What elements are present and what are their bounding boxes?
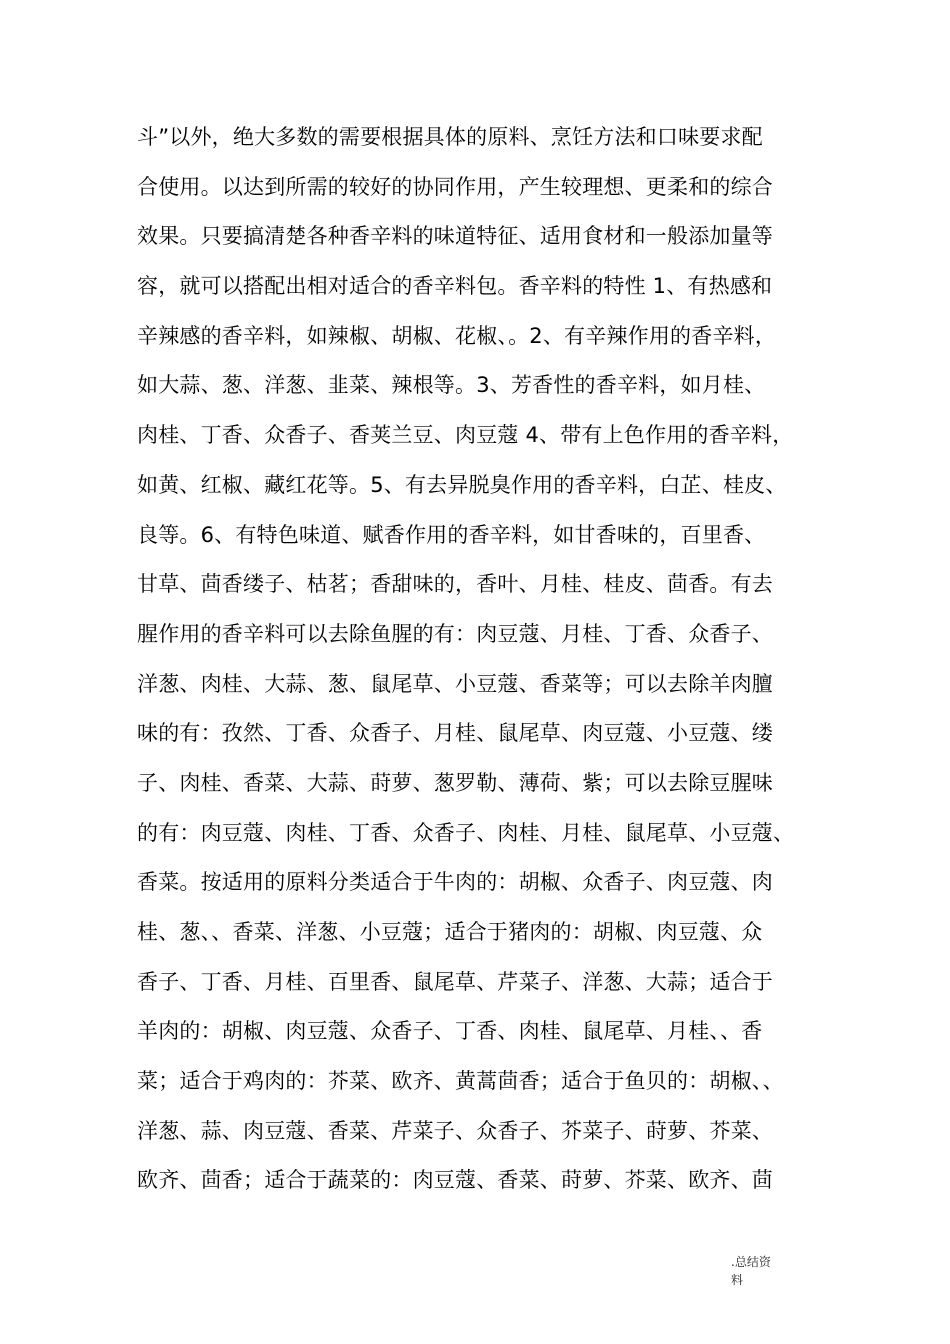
text-line: 效果。只要搞清楚各种香辛料的味道特征、适用食材和一般添加量等: [137, 224, 773, 249]
text-line: 香子、丁香、月桂、百里香、鼠尾草、芹菜子、洋葱、大蒜；适合于: [137, 969, 773, 994]
text-line: 洋葱、肉桂、大蒜、葱、鼠尾草、小豆蔻、香菜等；可以去除羊肉膻: [137, 671, 773, 696]
text-line: 合使用。以达到所需的较好的协同作用，产生较理想、更柔和的综合: [137, 174, 773, 199]
text-line: 腥作用的香辛料可以去除鱼腥的有：肉豆蔻、月桂、丁香、众香子、: [137, 621, 773, 646]
text-line: 如大蒜、葱、洋葱、韭菜、辣根等。3、芳香性的香辛料，如月桂、: [137, 373, 766, 398]
text-line: 的有：肉豆蔻、肉桂、丁香、众香子、肉桂、月桂、鼠尾草、小豆蔻、: [137, 820, 795, 845]
text-line: 辛辣感的香辛料，如辣椒、胡椒、花椒、。2、有辛辣作用的香辛料，: [137, 323, 777, 348]
text-line: 甘草、茴香缕子、枯茗；香甜味的，香叶、月桂、桂皮、茴香。有去: [137, 572, 773, 597]
text-line: 菜；适合于鸡肉的：芥菜、欧齐、黄蒿茴香；适合于鱼贝的：胡椒、、: [137, 1069, 784, 1094]
footer-note: [731, 1253, 791, 1289]
text-line: 洋葱、蒜、肉豆蔻、香菜、芹菜子、众香子、芥菜子、莳萝、芥菜、: [137, 1118, 773, 1143]
text-line: 桂、葱、、香菜、洋葱、小豆蔻；适合于猪肉的：胡椒、肉豆蔻、众: [137, 920, 763, 944]
text-line: 如黄、红椒、藏红花等。5、有去异脱臭作用的香辛料，白芷、桂皮、: [137, 472, 787, 497]
text-line: 肉桂、丁香、众香子、香荚兰豆、肉豆蔻 4、带有上色作用的香辛料，: [137, 423, 794, 448]
footer-note-line-2: 料: [731, 1273, 744, 1287]
text-line: 容，就可以搭配出相对适合的香辛料包。香辛料的特性 1、有热感和: [137, 274, 773, 299]
text-line: 斗”以外，绝大多数的需要根据具体的原料、烹饪方法和口味要求配: [137, 125, 763, 149]
text-line: 香菜。按适用的原料分类适合于牛肉的：胡椒、众香子、肉豆蔻、肉: [137, 870, 773, 895]
text-line: 欧齐、茴香；适合于蔬菜的：肉豆蔻、香菜、莳萝、芥菜、欧齐、茴: [137, 1168, 773, 1193]
footer-note-line-1: .总结资: [731, 1255, 771, 1269]
text-line: 羊肉的：胡椒、肉豆蔻、众香子、丁香、肉桂、鼠尾草、月桂、、香: [137, 1019, 763, 1044]
text-line: 味的有：孜然、丁香、众香子、月桂、鼠尾草、肉豆蔻、小豆蔻、缕: [137, 721, 773, 746]
text-line: 良等。6、有特色味道、赋香作用的香辛料，如甘香味的，百里香、: [137, 522, 766, 547]
text-line: 子、肉桂、香菜、大蒜、莳萝、葱罗勒、薄荷、紫；可以去除豆腥味: [137, 770, 773, 795]
body-text: [137, 113, 837, 1206]
